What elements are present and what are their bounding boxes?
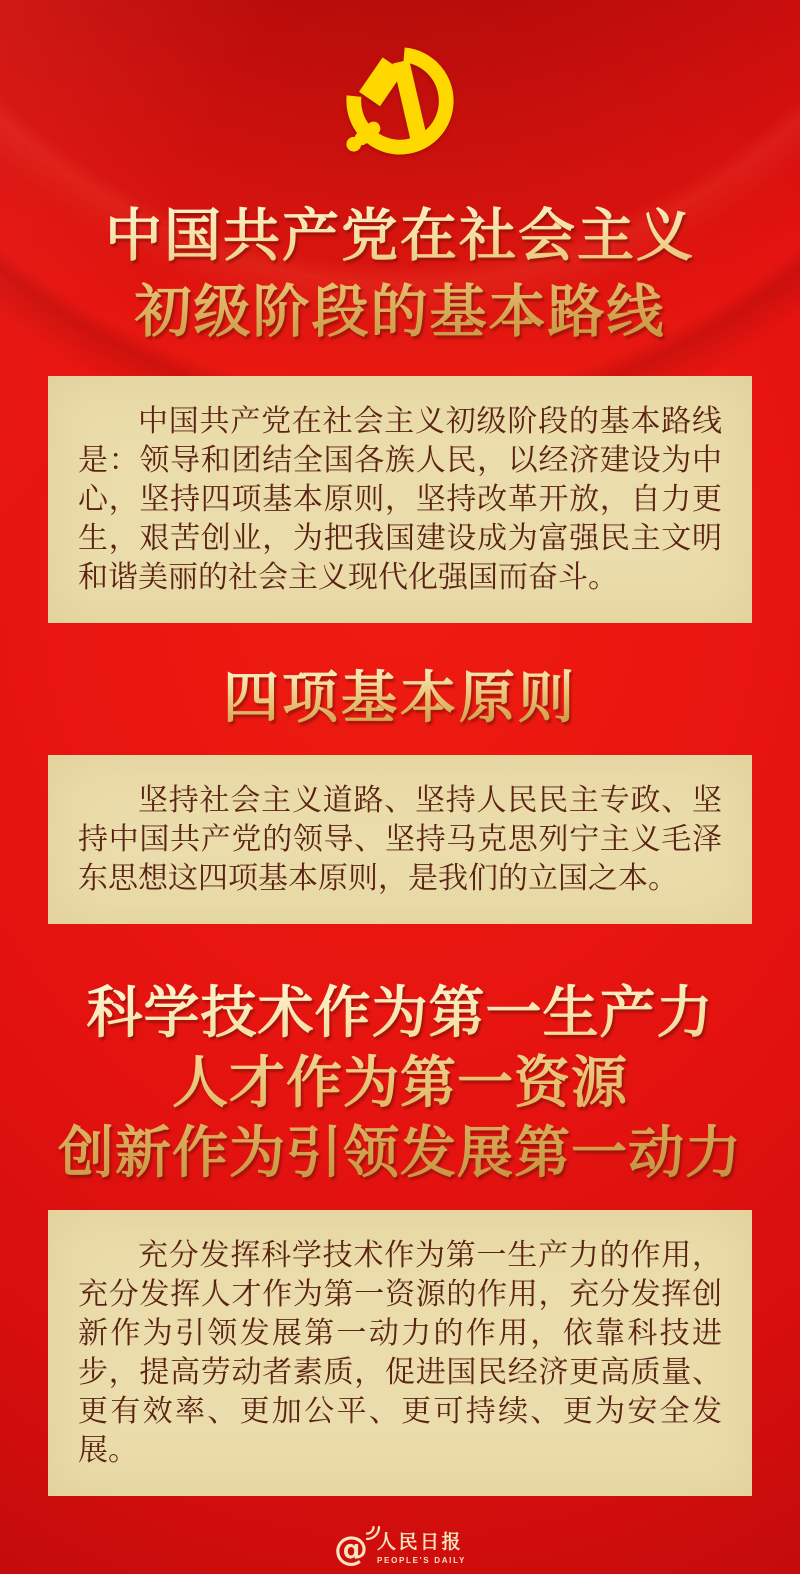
science-heading-line-3: 创新作为引领发展第一动力 xyxy=(58,1121,742,1184)
at-megaphone-icon xyxy=(334,1529,368,1569)
science-innovation-panel xyxy=(48,1210,752,1496)
footer xyxy=(0,1529,800,1569)
sound-waves-icon xyxy=(365,1525,381,1541)
logo-text-block xyxy=(377,1533,466,1565)
main-title-line-2: 初级阶段的基本路线 xyxy=(134,280,666,344)
logo-text-en: PEOPLE'S DAILY xyxy=(377,1556,466,1565)
science-innovation-body-text: 充分发挥科学技术作为第一生产力的作用，充分发挥人才作为第一资源的作用，充分发挥创新作为引领发展第一动力的作用，依靠科技进步，提高劳动者素质，促进国民经济更高质量、更有效率、更加公平、更可持续、更为安全发展。 xyxy=(78,1239,722,1467)
four-principles-body-text: 坚持社会主义道路、坚持人民民主专政、坚持中国共产党的领导、坚持马克思列宁主义毛泽东思想这四项基本原则，是我们的立国之本。 xyxy=(78,784,722,895)
basic-line-panel xyxy=(48,376,752,623)
science-heading-line-2: 人才作为第一资源 xyxy=(172,1051,628,1114)
logo-text-cn: 人民日报 xyxy=(377,1532,464,1553)
four-principles-heading: 四项基本原则 xyxy=(0,667,800,729)
main-title-line-1: 中国共产党在社会主义 xyxy=(105,204,695,268)
science-heading-line-1: 科学技术作为第一生产力 xyxy=(86,981,714,1044)
science-innovation-heading xyxy=(0,978,800,1188)
at-symbol: @ xyxy=(334,1529,368,1569)
cpc-hammer-and-sickle-icon xyxy=(341,38,459,158)
four-principles-panel xyxy=(48,755,752,924)
basic-line-body-text: 中国共产党在社会主义初级阶段的基本路线是：领导和团结全国各族人民，以经济建设为中心，坚持四项基本原则，坚持改革开放，自力更生，艰苦创业，为把我国建设成为富强民主文明和谐美丽的社会主义现代化强国而奋斗。 xyxy=(78,405,722,594)
main-title xyxy=(0,198,800,350)
peoples-daily-logo xyxy=(334,1529,466,1569)
